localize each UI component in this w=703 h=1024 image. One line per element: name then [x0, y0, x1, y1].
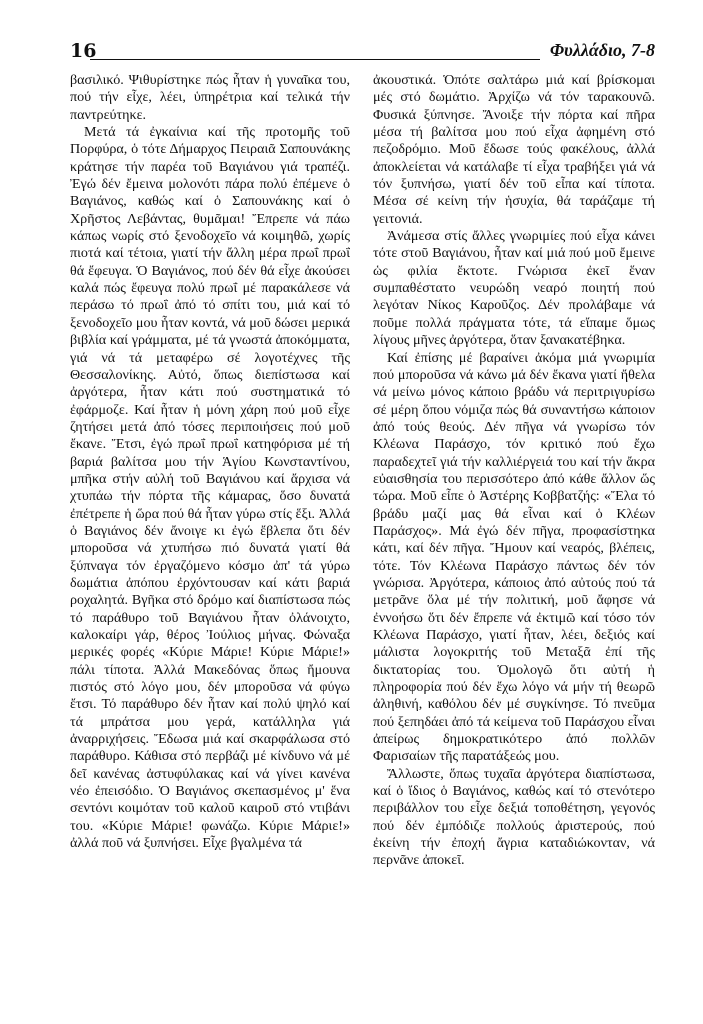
running-title: Φυλλάδιο, 7-8	[549, 40, 655, 60]
paragraph: ἀκουστικά. Ὁπότε σαλτάρω μιά καί βρίσκομαι μές στό δωμάτιο. Ἀρχίζω νά τόν ταρακουνῶ. Φυσικά ξύπνησε. Ἄνοιξε τήν πόρτα καί πῆρα μέσα τή βαλίτσα μου πού εἶχα ἀφημένη στό πεζοδρόμιο. Μοῦ ἔδωσε τούς φακέλους, ἀλλά ἀποκλείεται νά κατάλαβε τί εἶχα τραβήξει γιά νά τόν ξυπνήσω, γιατί δέν τοῦ εἶπα καί τίποτα. Μέσα σέ κείνη τήν ἡσυχία, θά ταράζαμε τή γειτονιά.	[373, 72, 655, 227]
right-column	[373, 72, 655, 982]
page-number: 16	[70, 40, 97, 62]
page-header	[70, 40, 655, 66]
header-rule	[90, 59, 540, 60]
paragraph: Ἄλλωστε, ὅπως τυχαῖα ἀργότερα διαπίστωσα, καί ὁ ἴδιος ὁ Βαγιάνος, καθώς καί τό στενότερο περιβάλλον του εἶχε δεξιά τοποθέτηση, γεγονός πού δέν ἐμπόδιζε πολλούς ἀριστερούς, πού ἐκείνη τήν ἐποχή ἄγρια καταδιώκονταν, νά περνᾶνε ἀποκεῖ.	[373, 765, 655, 869]
paragraph: Καί ἐπίσης μέ βαραίνει ἀκόμα μιά γνωριμία πού μποροῦσα νά κάνω μά δέν ἔκανα γιατί ἤθελα νά μείνω μόνος κάποιο βράδυ νά περιτριγυρίσω σέ μέρη ὅπου νόμιζα πώς θά συναντήσω κάποιον ἀπό τούς θεούς. Δέν πῆγα νά γνωρίσω τόν Κλέωνα Παράσχο, τόν κριτικό πού ἔχω παραδεχτεῖ γιά τήν καλλιέργειά του καί τήν ἄκρα εὐαισθησία του περισσότερο ἀπό κάθε ἄλλον ὥς τώρα. Μοῦ εἶπε ὁ Ἀστέρης Κοββατζής: «Ἔλα τό βράδυ μαζί μας θά εἶναι καί ὁ Κλέων Παράσχος». Μά ἐγώ δέν πῆγα, προφασίστηκα κάτι, καί δέν πῆγα. Ἤμουν καί νεαρός, βλέπεις, τότε. Τόν Κλέωνα Παράσχο πάντως δέν τόν γνώρισα. Ἀργότερα, κάποιος ἀπό αὐτούς πού τά μετρᾶνε ὅλα μέ τήν πολιτική, μοῦ ἄφησε νά ἐννοήσω ὅτι δέν ἔπρεπε νά ἐκτιμῶ καί τόσο τόν Κλέωνα Παράσχο, γιατί ἦταν, λέει, δεξιός καί μάλιστα λογοκριτής τοῦ Μεταξᾶ ἐπί τῆς δικτατορίας του. Ὁμολογῶ ὅτι αὐτή ἡ πληροφορία πού δέν ἔχω λόγο νά μήν τή θεωρῶ ἀληθινή, καθόλου δέν μέ συγκίνησε. Τό πνεῦμα πού ξεπηδάει ἀπό τά κείμενα τοῦ Παράσχου εἶναι ἀπείρως δημοκρατικότερο ἀπό πολλῶν Φαρισαίων τῆς παρατάξεώς μου.	[373, 349, 655, 765]
paragraph: Ἀνάμεσα στίς ἄλλες γνωριμίες πού εἶχα κάνει τότε στοῦ Βαγιάνου, ἦταν καί μιά πού μοῦ ἔμεινε ὡς φιλία ἔκτοτε. Γνώρισα ἐκεῖ ἕναν συμπαθέστατο νευρώδη νεαρό ποιητή πού λεγόταν Νίκος Καροῦζος. Δέν προλάβαμε νά ποῦμε πολλά πράγματα τότε, τά εἴπαμε ὅμως λίγους μῆνες ἀργότερα, ὅταν ξανακατέβηκα.	[373, 228, 655, 349]
left-column	[70, 72, 350, 982]
text-columns	[70, 72, 655, 982]
paragraph: Μετά τά ἐγκαίνια καί τῆς προτομῆς τοῦ Πορφύρα, ὁ τότε Δήμαρχος Πειραιᾶ Σαπουνάκης κράτησε τήν παρέα τοῦ Βαγιάνου γιά τραπέζι. Ἐγώ δέν ἔμεινα μολονότι πάρα πολύ ἐπέμενε ὁ Βαγιάνος, καθώς καί ὁ Σαπουνάκης καί ὁ Χρῆστος Λεβάντας, θυμᾶμαι! Ἔπρεπε νά πάω κάπως νωρίς στό ξενοδοχεῖο νά κοιμηθῶ, χωρίς πιοτά καί τέτοια, γιατί τήν ἄλλη μέρα πρωΐ πρωΐ θά ἔφευγα. Ὁ Βαγιάνος, πού δέν θά εἶχε ἀκούσει καλά πώς ἔφευγα πολύ πρωΐ μέ παρακάλεσε νά περάσω τό πρωΐ ἀπό τό σπίτι του, μιά καί τό ξενοδοχεῖο μου ἦταν κοντά, νά μοῦ δώσει μερικά βιβλία καί γράμματα, μέ τά γνωστά ἀποκόμματα, γιά νά τά μεταφέρω σέ λογοτέχνες τῆς Θεσσαλονίκης. Αὐτό, ὅπως διεπίστωσα καί ἀργότερα, ἦταν κάτι πού συστηματικά τό ἐφάρμοζε. Καί ἦταν ἡ μόνη χάρη πού μοῦ εἶχε ζητήσει μετά ἀπό τόσες περιποιήσεις πού μοῦ ἔκανε. Ἔτσι, ἐγώ πρωΐ πρωΐ κατηφόρισα μέ τή βαριά βαλίτσα μου τήν Ἁγίου Κωνσταντίνου, μπῆκα στήν αὐλή τοῦ Βαγιάνου καί ἄρχισα νά χτυπάω τήν πόρτα τῆς κάμαρας, ὅσο δυνατά ἐπέτρεπε ἡ ὥρα πού θά ἦταν γύρω στίς ἕξι. Ἀλλά ὁ Βαγιάνος δέν ἄνοιγε κι ἐγώ ἔβλεπα ὅτι δέν μποροῦσα νά χτυπήσω πιό δυνατά γιατί θά ξύπναγα τόν ἐργαζόμενο κόσμο ἀπ' τά γύρω δωμάτια ἀπόπου ἐρχόντουσαν καί κάτι βαριά ροχαλητά. Βγῆκα στό δρόμο καί διαπίστωσα πώς τό παράθυρο τοῦ Βαγιάνου ἦταν ὀλάνοιχτο, καλοκαίρι γάρ, θέρος Ἰούλιος μήνας. Φώναξα μερικές φορές «Κύριε Μάριε! Κύριε Μάριε!» πάλι τίποτα. Ἀλλά Μακεδόνας ὅπως ἤμουνα πιστός στό λόγο μου, δέν μποροῦσα νά φύγω ἔτσι. Τό παράθυρο δέν ἦταν καί πολύ ψηλό καί τά μπράτσα μου γερά, κατάλληλα γιά ἀναρριχήσεις. Ἔδωσα μιά καί σκαρφάλωσα στό παράθυρο. Κάθισα στό περβάζι μέ κίνδυνο νά μέ δεῖ κανένας ἀστυφύλακας καί νά γίνει κανένα νέο ἐπεισόδιο. Ὁ Βαγιάνος σκεπασμένος μ' ἕνα σεντόνι κοιμόταν τοῦ καλοῦ καιροῦ στό ντιβάνι του. «Κύριε Μάριε! φωνάζω. Κύριε Μάριε!» ἀλλά ποῦ νά ξυπνήσει. Εἶχε βγαλμένα τά	[70, 124, 350, 852]
paragraph: βασιλικό. Ψιθυρίστηκε πώς ἦταν ἡ γυναῖκα του, πού τήν εἶχε, λέει, ὑπηρέτρια καί τελικά τήν παντρεύτηκε.	[70, 72, 350, 123]
